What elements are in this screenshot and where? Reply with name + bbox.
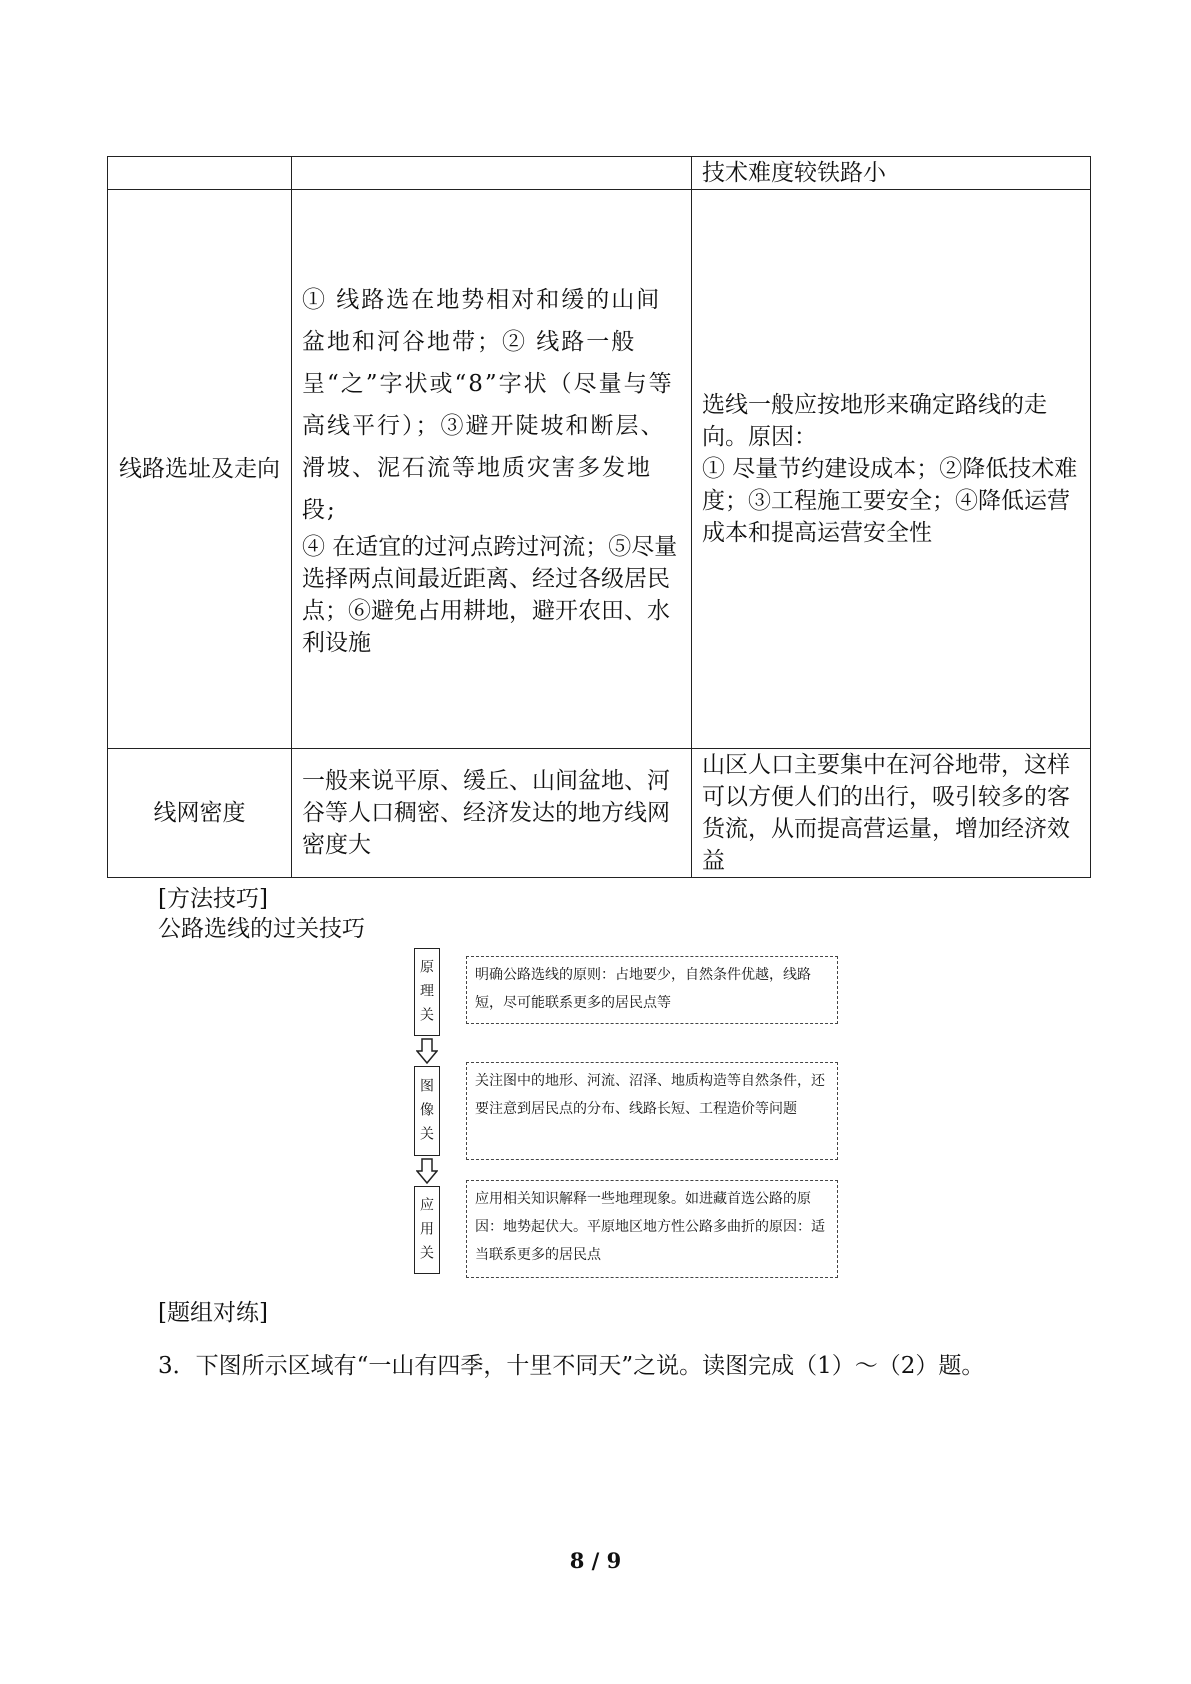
comparison-table [107,156,1091,878]
route-principles-a: ① 线路选在地势相对和缓的山间盆地和河谷地带；② 线路一般呈“之”字状或“8”字状（尽量与等高线平行）；③避开陡坡和断层、滑坡、泥石流等地质灾害多发地段; [302,287,674,523]
row-label-route: 线路选址及走向 [108,190,292,749]
practice-heading: [题组对练] [158,1300,268,1326]
table-cell: 山区人口主要集中在河谷地带，这样可以方便人们的出行，吸引较多的客货流，从而提高营运量，增加经济效益 [692,749,1091,878]
flow-diagram [414,948,844,1268]
table-cell [692,190,1091,749]
flow-note: 关注图中的地形、河流、沼泽、地质构造等自然条件，还要注意到居民点的分布、线路长短、工程造价等问题 [466,1062,838,1160]
route-reason-a: 选线一般应按地形来确定路线的走向。原因： [702,392,1047,450]
method-heading: [方法技巧] [158,886,268,912]
route-principles-b: ④ 在适宜的过河点跨过河流；⑤尽量选择两点间最近距离、经过各级居民点；⑥避免占用耕地，避开农田、水利设施 [302,534,678,656]
route-reason-b: ① 尽量节约建设成本；②降低技术难度；③工程施工要安全；④降低运营成本和提高运营安全性 [702,456,1078,546]
method-subtitle: 公路选线的过关技巧 [158,916,365,942]
table-row [108,190,1091,749]
flow-note: 应用相关知识解释一些地理现象。如进藏首选公路的原因：地势起伏大。平原地区地方性公路多曲折的原因：适当联系更多的居民点 [466,1180,838,1278]
flow-stage: 原理关 [414,948,440,1036]
down-arrow-icon [416,1158,438,1184]
question-text: 3．下图所示区域有“一山有四季，十里不同天”之说。读图完成（1）～（2）题。 [158,1353,985,1379]
flow-stage: 应用关 [414,1186,440,1274]
flow-note: 明确公路选线的原则：占地要少，自然条件优越，线路短，尽可能联系更多的居民点等 [466,956,838,1024]
table-cell: 一般来说平原、缓丘、山间盆地、河谷等人口稠密、经济发达的地方线网密度大 [292,749,692,878]
down-arrow-icon [416,1038,438,1064]
page-number: 8 / 9 [569,1548,622,1573]
table-row [108,749,1091,878]
table-cell [292,157,692,190]
row-label-density: 线网密度 [108,749,292,878]
flow-stage: 图像关 [414,1066,440,1156]
table-row [108,157,1091,190]
table-cell: 技术难度较铁路小 [692,157,1091,190]
table-cell [108,157,292,190]
table-cell [292,190,692,749]
